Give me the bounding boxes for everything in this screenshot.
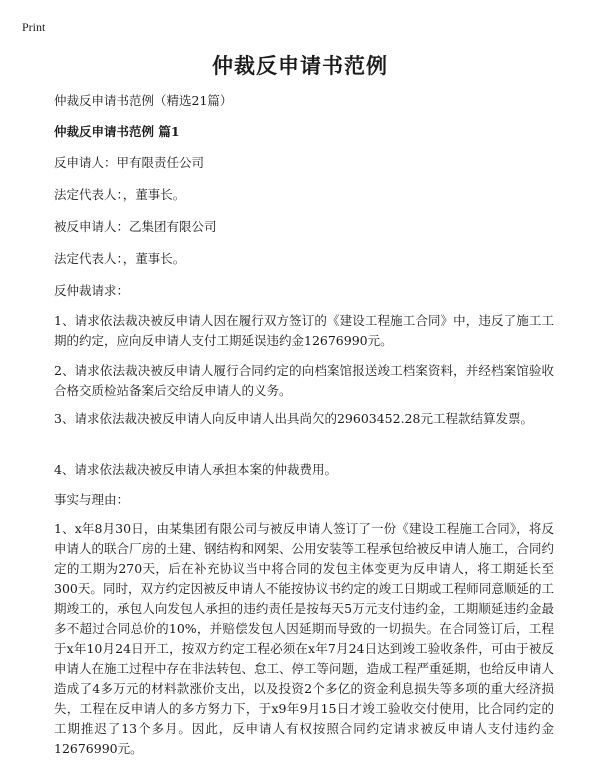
print-link[interactable]: Print [22, 20, 46, 34]
claim-2: 2、请求依法裁决被反申请人履行合同约定的向档案馆报送竣工档案资料，并经档案馆验收合格交质检站备案后交给反申请人的义务。 [54, 363, 554, 398]
respondent: 被反申请人：乙集团有限公司 [54, 219, 217, 234]
legal-representative-2: 法定代表人：，董事长。 [54, 251, 186, 266]
facts-paragraph-1: 1、x年8月30日，由某集团有限公司与被反申请人签订了一份《建设工程施工合同》，将反申请人的联合厂房的土建、钢结构和网架、公用安装等工程承包给被反申请人施工，合同约定的工期为270天，后在补充协议当中将合同的发包主体变更为反申请人，将工期延长至300天。同时，双方约定因被反申请人不能按协议书约定的竣工日期或工程师同意顺延的工期竣工的，承包人向发包人承担的违约责任是按每天5万元支付违约金，工期顺延违约金最多不超过合同总价的10%，并赔偿发包人因延期而导致的一切损失。在合同签订后，工程于x年10月24日开工，按双方约定工程必须在x年7月24日达到竣工验收条件，可由于被反申请人在施工过程中存在非法转包、怠工、停工等问题，造成工程严重延期，也给反申请人造成了4多万元的材料款涨价支出，以及投资2个多亿的资金利息损失等多项的重大经济损失，工程在反申请人的多方努力下，于x9年9月15日才竣工验收交付使用，比合同约定的工期推迟了13个多月。因此，反申请人有权按照合同约定请求被反申请人支付违约金12676990元。 [54, 521, 555, 756]
claim-3: 3、请求依法裁决被反申请人向反申请人出具尚欠的29603452.28元工程款结算发票。 [54, 411, 533, 426]
claim-1: 1、请求依法裁决被反申请人因在履行双方签订的《建设工程施工合同》中，违反了施工工期的约定，应向反申请人支付工期延误违约金12676990元。 [54, 313, 554, 348]
page-title: 仲裁反申请书范例 [212, 53, 388, 78]
section-heading: 仲裁反申请书范例 篇1 [54, 124, 180, 139]
claims-heading: 反仲裁请求： [54, 283, 130, 298]
claim-4: 4、请求依法裁决被反申请人承担本案的仲裁费用。 [54, 462, 337, 477]
facts-heading: 事实与理由： [54, 492, 130, 507]
counter-applicant: 反申请人：甲有限责任公司 [54, 155, 205, 170]
document-subtitle: 仲裁反申请书范例（精选21篇） [54, 93, 233, 108]
legal-representative-1: 法定代表人：，董事长。 [54, 187, 186, 202]
